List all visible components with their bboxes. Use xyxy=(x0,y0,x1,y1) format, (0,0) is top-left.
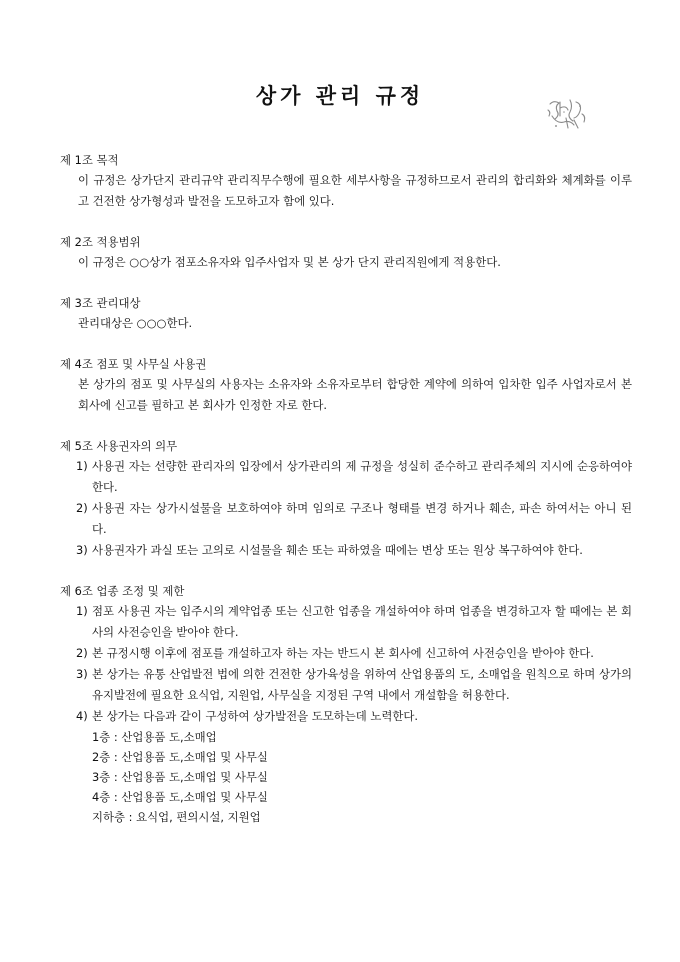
floor-line: 2층 : 산업용품 도,소매업 및 사무실 xyxy=(92,750,268,764)
list-item xyxy=(60,498,632,540)
list-item xyxy=(60,540,632,561)
floor-line: 지하층 : 요식업, 편의시설, 지원업 xyxy=(92,810,261,824)
item-number: 1) xyxy=(76,459,88,473)
article-5 xyxy=(60,436,632,561)
item-number: 4) xyxy=(76,709,88,723)
document-title: 상가 관리 규정 xyxy=(255,83,425,108)
article-heading: 제 5조 사용권자의 의무 xyxy=(60,439,178,453)
signature-stamp-image xyxy=(546,96,588,132)
floor-line: 3층 : 산업용품 도,소매업 및 사무실 xyxy=(92,770,268,784)
item-text: 점포 사용권 자는 입주시의 계약업종 또는 신고한 업종을 개설하여야 하며 업종을 변경하고자 할 때에는 본 회사의 사전승인을 받아야 한다. xyxy=(92,604,632,639)
document-body xyxy=(60,150,632,847)
item-number: 3) xyxy=(76,667,88,681)
list-item xyxy=(60,456,632,498)
article-heading: 제 4조 점포 및 사무실 사용권 xyxy=(60,357,207,371)
article-6 xyxy=(60,581,632,827)
article-heading: 제 1조 목적 xyxy=(60,153,119,167)
floor-line: 1층 : 산업용품 도,소매업 xyxy=(92,730,217,744)
article-3 xyxy=(60,293,632,334)
item-number: 3) xyxy=(76,543,88,557)
item-number: 1) xyxy=(76,604,88,618)
item-text: 본 규정시행 이후에 점포를 개설하고자 하는 자는 반드시 본 회사에 신고하여 사전승인을 받아야 한다. xyxy=(92,646,594,660)
article-4 xyxy=(60,354,632,416)
list-item xyxy=(60,664,632,706)
article-text: 본 상가의 점포 및 사무실의 사용자는 소유자와 소유자로부터 합당한 계약에 의하여 입차한 입주 사업자로서 본 회사에 신고를 필하고 본 회사가 인정한 자로 한다. xyxy=(78,377,632,412)
item-text: 사용권 자는 상가시설물을 보호하여야 하며 임의로 구조나 형태를 변경 하거나 훼손, 파손 하여서는 아니 된다. xyxy=(92,501,632,536)
article-text: 이 규정은 상가단지 관리규약 관리직무수행에 필요한 세부사항을 규정하므로서 관리의 합리화와 체계화를 이루고 건전한 상가형성과 발전을 도모하고자 함에 있다. xyxy=(78,173,632,208)
item-text: 사용권자가 과실 또는 고의로 시설물을 훼손 또는 파하였을 때에는 변상 또는 원상 복구하여야 한다. xyxy=(92,543,583,557)
article-heading: 제 6조 업종 조정 및 제한 xyxy=(60,584,185,598)
list-item xyxy=(60,706,632,727)
article-text: 관리대상은 ○○○한다. xyxy=(78,316,193,330)
article-heading: 제 2조 적용범위 xyxy=(60,235,141,249)
item-number: 2) xyxy=(76,646,88,660)
floor-line: 4층 : 산업용품 도,소매업 및 사무실 xyxy=(92,790,268,804)
article-2 xyxy=(60,232,632,273)
article-1 xyxy=(60,150,632,212)
list-item xyxy=(60,643,632,664)
item-text: 본 상가는 유통 산업발전 법에 의한 건전한 상가육성을 위하여 산업용품의 도, 소매업을 원칙으로 하며 상가의 유지발전에 필요한 요식업, 지원업, 사무실을 지정된 구역 내에서 개설함을 허용한다. xyxy=(92,667,632,702)
item-text: 본 상가는 다음과 같이 구성하여 상가발전을 도모하는데 노력한다. xyxy=(92,709,419,723)
article-text: 이 규정은 ○○상가 점포소유자와 입주사업자 및 본 상가 단지 관리직원에게 적용한다. xyxy=(78,255,501,269)
item-text: 사용권 자는 선량한 관리자의 입장에서 상가관리의 제 규정을 성실히 준수하고 관리주체의 지시에 순응하여야 한다. xyxy=(92,459,632,494)
article-heading: 제 3조 관리대상 xyxy=(60,296,141,310)
list-item xyxy=(60,601,632,643)
item-number: 2) xyxy=(76,501,88,515)
